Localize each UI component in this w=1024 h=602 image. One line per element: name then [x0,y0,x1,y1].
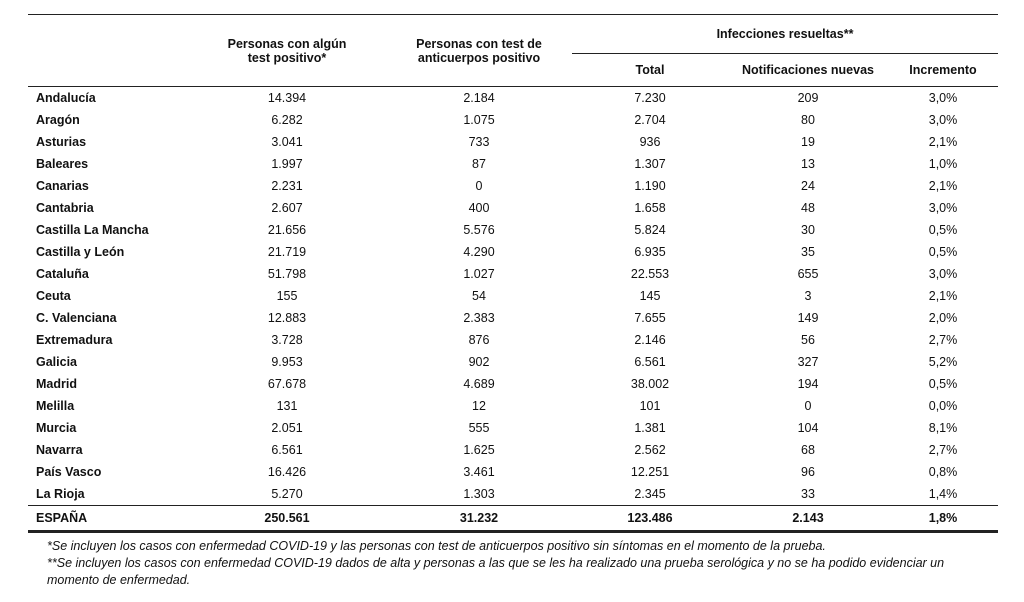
row-region: La Rioja [36,487,85,501]
row-total: 2.704 [634,113,666,127]
row-region: País Vasco [36,465,102,479]
row-total: 7.230 [634,91,666,105]
row-antibody: 54 [472,289,486,303]
table-row [28,329,998,351]
row-positive: 16.426 [267,465,307,479]
row-increment: 2,1% [928,135,958,149]
row-total: 1.381 [634,421,666,435]
row-new: 30 [801,223,815,237]
table-row [28,109,998,131]
total-positive: 250.561 [188,506,386,532]
table-row [28,175,998,197]
total-region: ESPAÑA [28,506,188,532]
row-increment: 5,2% [928,355,958,369]
row-antibody: 733 [468,135,490,149]
table-row [28,285,998,307]
row-antibody: 1.625 [463,443,495,457]
row-positive: 5.270 [271,487,303,501]
header-antibody-test: Personas con test de anticuerpos positivo [416,36,542,65]
row-positive: 21.656 [267,223,307,237]
row-total: 101 [639,399,661,413]
row-antibody: 2.383 [463,311,495,325]
footnote-1: *Se incluyen los casos con enfermedad COVID-19 y las personas con test de anticuerpos positivo sin síntomas en el momento de la prueba. [47,539,826,553]
row-increment: 3,0% [928,267,958,281]
table-row [28,241,998,263]
row-total: 5.824 [634,223,666,237]
row-total: 145 [639,289,661,303]
row-positive: 51.798 [267,267,307,281]
row-region: Ceuta [36,289,71,303]
row-new: 96 [801,465,815,479]
row-antibody: 0 [475,179,483,193]
row-total: 12.251 [630,465,670,479]
row-new: 56 [801,333,815,347]
row-new: 0 [804,399,812,413]
header-resolved-infections: Infecciones resueltas** [572,15,998,54]
table-row [28,197,998,219]
table-row [28,87,998,110]
row-increment: 0,0% [928,399,958,413]
row-new: 68 [801,443,815,457]
total-new: 2.143 [728,506,888,532]
row-antibody: 3.461 [463,465,495,479]
table-body [28,87,998,506]
row-region: Madrid [36,377,77,391]
row-new: 3 [804,289,812,303]
total-increment: 1,8% [888,506,998,532]
row-new: 33 [801,487,815,501]
row-positive: 3.041 [271,135,303,149]
row-increment: 1,0% [928,157,958,171]
row-new: 80 [801,113,815,127]
header-increment: Incremento [909,63,977,77]
table-row [28,263,998,285]
row-new: 209 [797,91,819,105]
row-region: C. Valenciana [36,311,117,325]
row-total: 1.190 [634,179,666,193]
row-new: 194 [797,377,819,391]
row-new: 13 [801,157,815,171]
row-antibody: 5.576 [463,223,495,237]
table-row [28,153,998,175]
row-increment: 3,0% [928,113,958,127]
row-antibody: 12 [472,399,486,413]
row-total: 2.345 [634,487,666,501]
row-total: 2.562 [634,443,666,457]
row-region: Cantabria [36,201,94,215]
row-positive: 14.394 [267,91,307,105]
row-region: Galicia [36,355,77,369]
row-region: Cataluña [36,267,89,281]
table-row [28,307,998,329]
row-positive: 131 [276,399,298,413]
row-antibody: 555 [468,421,490,435]
row-region: Andalucía [36,91,96,105]
row-increment: 3,0% [928,201,958,215]
row-positive: 3.728 [271,333,303,347]
row-antibody: 400 [468,201,490,215]
row-total: 38.002 [630,377,670,391]
table-row [28,483,998,506]
total-antibody: 31.232 [386,506,572,532]
table-row [28,417,998,439]
row-antibody: 2.184 [463,91,495,105]
row-region: Extremadura [36,333,113,347]
row-positive: 2.231 [271,179,303,193]
row-increment: 1,4% [928,487,958,501]
row-positive: 1.997 [271,157,303,171]
table-row [28,351,998,373]
table-row [28,373,998,395]
row-region: Navarra [36,443,83,457]
row-new: 24 [801,179,815,193]
row-increment: 0,5% [928,245,958,259]
row-total: 1.307 [634,157,666,171]
header-new-notifications: Notificaciones nuevas [742,63,874,77]
row-total: 7.655 [634,311,666,325]
row-increment: 2,1% [928,289,958,303]
row-antibody: 87 [472,157,486,171]
row-increment: 2,1% [928,179,958,193]
row-positive: 155 [276,289,298,303]
row-new: 19 [801,135,815,149]
header-positive-test: Personas con algún test positivo* [227,36,347,65]
row-increment: 2,7% [928,443,958,457]
row-region: Castilla y León [36,245,125,259]
table-header [28,15,998,87]
row-positive: 67.678 [267,377,307,391]
row-total: 936 [639,135,661,149]
row-antibody: 876 [468,333,490,347]
total-resolved: 123.486 [572,506,728,532]
row-region: Canarias [36,179,89,193]
row-increment: 2,7% [928,333,958,347]
row-antibody: 1.075 [463,113,495,127]
row-total: 2.146 [634,333,666,347]
row-increment: 0,8% [928,465,958,479]
row-region: Baleares [36,157,89,171]
footnote-2: **Se incluyen los casos con enfermedad COVID-19 dados de alta y personas a las que se les ha realizado una prueba serológica y no se ha podido evidenciar un momento de enfermedad. [47,556,945,587]
row-total: 22.553 [630,267,670,281]
row-positive: 2.607 [271,201,303,215]
row-region: Castilla La Mancha [36,223,149,237]
row-new: 48 [801,201,815,215]
table-row [28,219,998,241]
row-total: 6.561 [634,355,666,369]
row-new: 149 [797,311,819,325]
total-row [28,506,998,532]
row-antibody: 902 [468,355,490,369]
row-positive: 6.561 [271,443,303,457]
row-region: Aragón [36,113,80,127]
row-positive: 9.953 [271,355,303,369]
table-row [28,461,998,483]
header-region-blank [28,15,188,86]
covid-data-table [28,14,998,533]
header-total: Total [635,63,665,77]
table-row [28,131,998,153]
row-increment: 3,0% [928,91,958,105]
row-region: Melilla [36,399,75,413]
row-new: 35 [801,245,815,259]
row-increment: 8,1% [928,421,958,435]
row-increment: 2,0% [928,311,958,325]
row-new: 655 [797,267,819,281]
row-increment: 0,5% [928,377,958,391]
table-row [28,439,998,461]
row-new: 327 [797,355,819,369]
row-total: 1.658 [634,201,666,215]
row-antibody: 1.303 [463,487,495,501]
row-increment: 0,5% [928,223,958,237]
footnotes [47,538,987,589]
row-positive: 12.883 [267,311,307,325]
row-total: 6.935 [634,245,666,259]
table-row [28,395,998,417]
row-antibody: 4.689 [463,377,495,391]
row-positive: 2.051 [271,421,303,435]
row-positive: 21.719 [267,245,307,259]
row-antibody: 4.290 [463,245,495,259]
row-region: Asturias [36,135,87,149]
row-new: 104 [797,421,819,435]
row-positive: 6.282 [271,113,303,127]
row-region: Murcia [36,421,77,435]
row-antibody: 1.027 [463,267,495,281]
